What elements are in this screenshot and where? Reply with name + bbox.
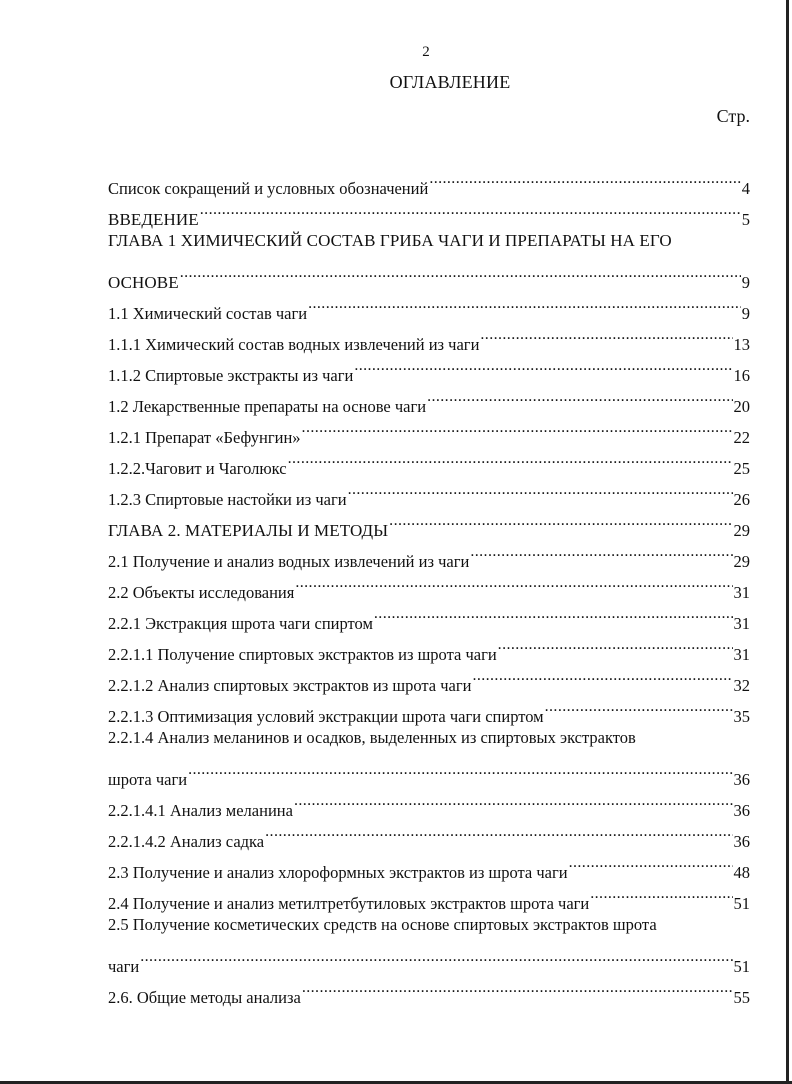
toc-entry-page: 29 xyxy=(733,552,750,571)
toc-entry-label: 1.2.2.Чаговит и Чаголюкс xyxy=(108,459,287,478)
toc-entry-page: 36 xyxy=(733,770,750,789)
dot-leader xyxy=(200,194,741,225)
dot-leader xyxy=(590,878,732,909)
toc-entry-label: 2.2.1.1 Получение спиртовых экстрактов из шрота чаги xyxy=(108,645,497,664)
dot-leader xyxy=(472,660,732,691)
toc-entry-page: 16 xyxy=(733,366,750,385)
toc-entry-label: 2.2.1.3 Оптимизация условий экстракции шрота чаги спиртом xyxy=(108,707,544,726)
toc-entry xyxy=(108,754,750,789)
toc-entry-label: 2.4 Получение и анализ метилтретбутиловых экстрактов шрота чаги xyxy=(108,894,590,913)
toc-entry-page: 32 xyxy=(733,676,750,695)
toc-entry-label: Список сокращений и условных обозначений xyxy=(108,179,429,198)
dot-leader xyxy=(498,629,733,660)
dot-leader xyxy=(288,443,733,474)
toc-entry-label: 2.1 Получение и анализ водных извлечений из чаги xyxy=(108,552,470,571)
toc-entry-label: 2.2.1.4.1 Анализ меланина xyxy=(108,801,293,820)
dot-leader xyxy=(180,257,741,288)
dot-leader xyxy=(389,505,732,536)
toc-entry-page: 51 xyxy=(733,894,750,913)
toc-entry-label: 1.1.2 Спиртовые экстракты из чаги xyxy=(108,366,354,385)
toc-entry-page: 31 xyxy=(733,614,750,633)
toc-entry-label: 1.2 Лекарственные препараты на основе чаги xyxy=(108,397,427,416)
toc-entry-page: 48 xyxy=(733,863,750,882)
toc-entry-page: 26 xyxy=(733,490,750,509)
toc-entry-label: 2.2.1.2 Анализ спиртовых экстрактов из шрота чаги xyxy=(108,676,472,695)
toc-entry-line1 xyxy=(108,722,750,754)
page-column-label: Стр. xyxy=(716,106,750,126)
page-number: 2 xyxy=(422,44,430,60)
dot-leader xyxy=(429,163,740,194)
toc-entry-label: 2.2.1.4.2 Анализ садка xyxy=(108,832,265,851)
toc-entry xyxy=(108,288,750,323)
toc-entry-line1 xyxy=(108,225,750,257)
toc-entry-label: ОСНОВЕ xyxy=(108,273,179,292)
dot-leader xyxy=(188,754,732,785)
dot-leader xyxy=(308,288,741,319)
dot-leader xyxy=(374,598,733,629)
dot-leader xyxy=(470,536,732,567)
toc-entry xyxy=(108,257,750,292)
dot-leader xyxy=(569,847,733,878)
toc-entry-label: 1.1.1 Химический состав водных извлечений из чаги xyxy=(108,335,480,354)
toc-entry-label: 2.2 Объекты исследования xyxy=(108,583,295,602)
toc-entry xyxy=(108,941,750,976)
toc-entry-page: 9 xyxy=(741,304,750,323)
dot-leader xyxy=(480,319,732,350)
toc-entry-page: 9 xyxy=(741,273,750,292)
dot-leader xyxy=(295,567,732,598)
toc-entry-page: 31 xyxy=(733,645,750,664)
toc-entry-page: 36 xyxy=(733,801,750,820)
dot-leader xyxy=(354,350,732,381)
toc-entry-page: 5 xyxy=(741,210,750,229)
toc-entry-line1 xyxy=(108,909,750,941)
toc-entry-page: 13 xyxy=(733,335,750,354)
toc-entry-page: 51 xyxy=(733,957,750,976)
toc-entry-label: шрота чаги xyxy=(108,770,188,789)
dot-leader xyxy=(302,412,733,443)
dot-leader xyxy=(348,474,733,505)
toc-entry-label: 2.3 Получение и анализ хлороформных экстрактов из шрота чаги xyxy=(108,863,568,882)
toc-entry-page: 4 xyxy=(741,179,750,198)
toc-entry-page: 31 xyxy=(733,583,750,602)
toc-entry-label: 1.2.3 Спиртовые настойки из чаги xyxy=(108,490,347,509)
toc-entry-label: ВВЕДЕНИЕ xyxy=(108,210,199,229)
toc-entry-page: 25 xyxy=(733,459,750,478)
toc-entry-label-line1: 2.2.1.4 Анализ меланинов и осадков, выделенных из спиртовых экстрактов xyxy=(108,728,636,747)
toc-entry-label: чаги xyxy=(108,957,140,976)
toc-entry-page: 36 xyxy=(733,832,750,851)
page-title: ОГЛАВЛЕНИЕ xyxy=(389,72,511,92)
dot-leader xyxy=(427,381,732,412)
toc-entry-label: 1.2.1 Препарат «Бефунгин» xyxy=(108,428,301,447)
toc-entry xyxy=(108,972,750,1007)
table-of-contents xyxy=(108,163,750,1007)
page-edge-right xyxy=(786,0,789,1084)
dot-leader xyxy=(265,816,732,847)
toc-entry-page: 35 xyxy=(733,707,750,726)
toc-entry-label: 2.6. Общие методы анализа xyxy=(108,988,301,1007)
toc-entry-label: 2.2.1 Экстракция шрота чаги спиртом xyxy=(108,614,373,633)
toc-entry-page: 55 xyxy=(733,988,750,1007)
dot-leader xyxy=(140,941,732,972)
toc-entry-page: 22 xyxy=(733,428,750,447)
dot-leader xyxy=(302,972,733,1003)
toc-entry-label: 1.1 Химический состав чаги xyxy=(108,304,308,323)
toc-entry-label: ГЛАВА 2. МАТЕРИАЛЫ И МЕТОДЫ xyxy=(108,521,389,540)
toc-entry xyxy=(108,785,750,820)
toc-entry-label-line1: ГЛАВА 1 ХИМИЧЕСКИЙ СОСТАВ ГРИБА ЧАГИ И ПРЕПАРАТЫ НА ЕГО xyxy=(108,231,672,250)
dot-leader xyxy=(545,691,733,722)
toc-entry xyxy=(108,194,750,229)
toc-entry xyxy=(108,163,750,198)
toc-entry-page: 29 xyxy=(733,521,750,540)
toc-entry-label-line1: 2.5 Получение косметических средств на основе спиртовых экстрактов шрота xyxy=(108,915,657,934)
toc-entry-page: 20 xyxy=(733,397,750,416)
dot-leader xyxy=(294,785,733,816)
